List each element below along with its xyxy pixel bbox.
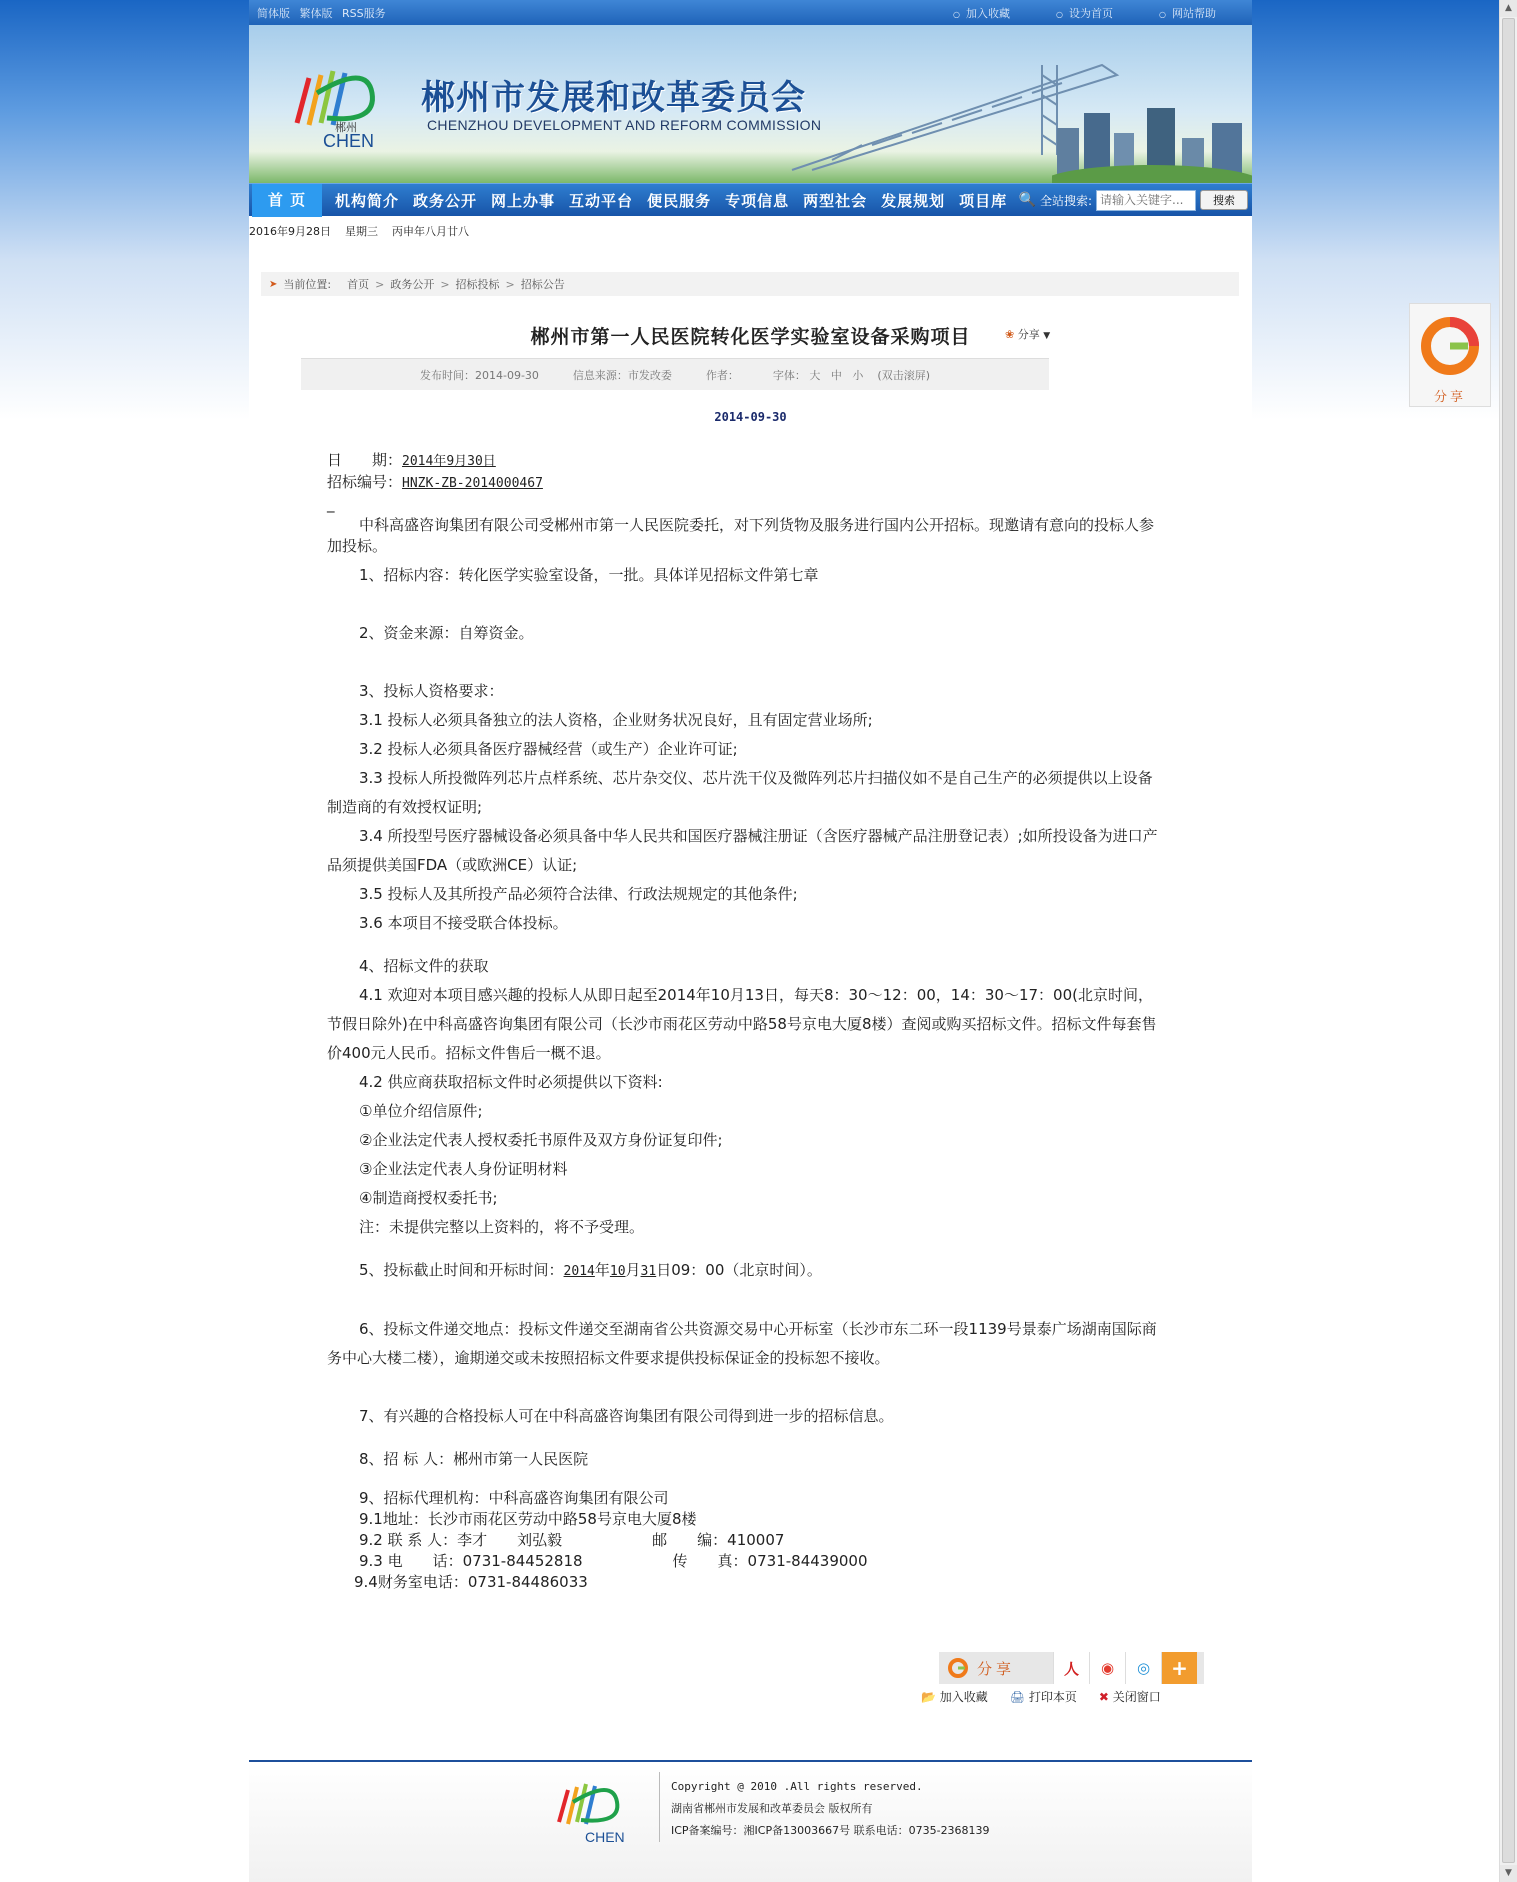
article-meta [301,358,1049,390]
dash-line: _ [327,495,335,513]
footer-text [671,1776,990,1842]
current-weekday: 星期三 [345,225,378,238]
section-8: 8、招 标 人：郴州市第一人民医院 [359,1450,589,1468]
section-5-suffix: 日09：00（北京时间）。 [656,1261,822,1279]
favorite-icon: 📂 [921,1690,936,1704]
page-container [249,0,1252,1882]
share-mini-button[interactable] [1005,326,1050,342]
section-6: 6、投标文件递交地点：投标文件递交至湖南省公共资源交易中心开标室（长沙市东二环一段1139号景泰广场湖南国际商务中心大楼二楼），逾期递交或未按照招标文件要求提供投标保证金的投标恕不接收。 [327,1320,1157,1367]
simplified-link[interactable]: 简体版 [257,6,290,20]
site-logo[interactable] [287,53,397,163]
section-3-4: 3.4 所投型号医疗器械设备必须具备中华人民共和国医疗器械注册证（含医疗器械产品注册登记表）;如所投设备为进口产品须提供美国FDA（或欧洲CE）认证; [327,827,1158,874]
footer-copyright: Copyright @ 2010 .All rights reserved. [671,1780,923,1793]
section-4-2: 4.2 供应商获取招标文件时必须提供以下资料: [359,1073,663,1091]
logo-text-bottom: CHEN [323,131,375,151]
scroll-down-icon[interactable]: ▼ [1500,1865,1517,1882]
search-input[interactable] [1096,190,1196,211]
print-label: 打印本页 [1028,1690,1077,1704]
font-mid-button[interactable]: 中 [830,368,842,382]
article-tools [921,1688,1161,1705]
section-9-4: 9.4财务室电话：0731-84486033 [354,1573,588,1591]
meta-font-size [773,367,930,383]
section-4-2-b: ②企业法定代表人授权委托书原件及双方身份证复印件; [359,1131,723,1149]
breadcrumb [261,272,1239,296]
section-4-2-a: ①单位介绍信原件; [359,1102,483,1120]
breadcrumb-arrow-icon: ➤ [269,278,278,290]
meta-publish-time: 发布时间：2014-09-30 [419,368,539,382]
section-3-6: 3.6 本项目不接受联合体投标。 [359,914,568,932]
auto-scroll-toggle[interactable]: (双击滚屏) [877,368,931,382]
year-suffix: 年 [594,1261,610,1279]
breadcrumb-sep-icon: > [375,277,385,291]
share-small-icon: ❀ [1005,328,1015,341]
section-2: 2、资金来源：自筹资金。 [359,624,534,642]
weibo-icon[interactable]: ◉ [1089,1652,1125,1684]
section-5 [327,1256,1167,1286]
floating-share-button[interactable] [1409,303,1491,407]
search-label: 全站搜索: [1039,193,1092,208]
print-tool[interactable] [1010,1688,1077,1705]
section-3-5: 3.5 投标人及其所投产品必须符合法律、行政法规规定的其他条件; [359,885,798,903]
nav-item-public-service[interactable]: 便民服务 [647,191,712,210]
section-3-1: 3.1 投标人必须具备独立的法人资格，企业财务状况良好，且有固定营业场所; [359,711,873,729]
share-logo-icon [947,1657,969,1679]
lunar-date: 丙申年八月廿八 [392,225,469,238]
floating-share-label: 分享 [1433,390,1466,405]
font-size-label: 字体： [772,368,806,382]
breadcrumb-sep-icon: > [440,277,450,291]
nav-item-home[interactable]: 首 页 [252,184,322,217]
breadcrumb-sep-icon: > [505,277,515,291]
footer-divider [659,1772,660,1842]
site-help-link[interactable]: ○ 网站帮助 [1159,5,1216,21]
breadcrumb-gov-affairs[interactable]: 政务公开 [390,278,435,291]
section-4-2-c: ③企业法定代表人身份证明材料 [359,1160,568,1178]
nav-item-planning[interactable]: 发展规划 [881,191,946,210]
breadcrumb-home[interactable]: 首页 [347,278,370,291]
top-bar [249,0,1252,25]
code-value: HNZK-ZB-2014000467 [402,476,543,491]
chevron-down-icon: ▼ [1043,331,1051,341]
svg-text:CHEN: CHEN [585,1829,625,1845]
font-small-button[interactable]: 小 [852,368,864,382]
favorite-tool[interactable] [921,1688,988,1705]
section-3-3: 3.3 投标人所投微阵列芯片点样系统、芯片杂交仪、芯片洗干仪及微阵列芯片扫描仪如不是自己生产的必须提供以上设备制造商的有效授权证明; [327,769,1153,816]
vertical-scrollbar[interactable] [1499,0,1517,1882]
intro-paragraph: 中科高盛咨询集团有限公司受郴州市第一人民医院委托，对下列货物及服务进行国内公开招标。现邀请有意向的投标人参加投标。 [327,516,1155,555]
nav-item-interaction[interactable]: 互动平台 [569,191,634,210]
article-date: 2014-09-30 [714,410,787,424]
date-value: 2014年9月30日 [402,454,496,469]
deadline-month: 10 [609,1264,626,1279]
current-date: 2016年9月28日 [249,225,331,238]
footer-logo-icon [551,1772,641,1848]
renren-icon[interactable]: 人 [1053,1652,1089,1684]
meta-source: 信息来源：市发改委 [572,368,672,382]
qq-weibo-icon[interactable]: ◎ [1125,1652,1161,1684]
breadcrumb-bidding[interactable]: 招标投标 [455,278,500,291]
more-share-icon[interactable]: + [1161,1652,1197,1684]
breadcrumb-label: 当前位置: [283,278,332,291]
site-search [1019,190,1248,211]
code-label: 招标编号： [327,473,403,491]
section-9-2: 9.2 联 系 人：李才 刘弘毅 邮 编：410007 [359,1531,785,1549]
section-4: 4、招标文件的获取 [359,957,489,975]
site-title: 郴州市发展和改革委员会 [421,78,806,118]
share-mini-label: 分享 [1017,328,1040,341]
nav-item-gov-affairs[interactable]: 政务公开 [413,191,478,210]
share-logo-icon [1420,310,1480,378]
close-icon: ✖ [1098,1690,1109,1704]
date-bar [249,216,1252,243]
section-9-3: 9.3 电 话：0731-84452818 传 真：0731-84439000 [359,1552,868,1570]
traditional-link[interactable]: 繁体版 [299,6,333,20]
section-7: 7、有兴趣的合格投标人可在中科高盛咨询集团有限公司得到进一步的招标信息。 [359,1407,894,1425]
date-label: 日 期： [327,451,403,469]
meta-author: 作者： [705,368,739,382]
nav-item-two-type-society[interactable]: 两型社会 [803,191,868,210]
scroll-up-icon[interactable]: ▲ [1500,0,1517,17]
section-5-prefix: 5、投标截止时间和开标时间： [359,1261,564,1279]
rss-link[interactable]: RSS服务 [342,6,386,20]
month-suffix: 月 [625,1261,641,1279]
search-icon: 🔍 [1018,192,1036,208]
favorite-label: 加入收藏 [939,1690,988,1704]
section-9: 9、招标代理机构：中科高盛咨询集团有限公司 [359,1489,669,1507]
main-nav [249,183,1252,216]
article-title: 郴州市第一人民医院转化医学实验室设备采购项目 [530,326,971,348]
nav-item-special-info[interactable]: 专项信息 [725,191,790,210]
date-line [327,450,1167,472]
footer-icp: ICP备案编号：湘ICP备13003667号 联系电话：0735-2368139 [671,1824,990,1837]
site-subtitle: CHENZHOU DEVELOPMENT AND REFORM COMMISSION [427,117,822,133]
close-label: 关闭窗口 [1112,1690,1161,1704]
buildings-illustration [1052,103,1252,183]
logo-text-top: 郴州 [335,121,357,134]
print-icon: 🖨 [1009,1690,1026,1704]
nav-item-online-service[interactable]: 网上办事 [491,191,556,210]
close-tool[interactable] [1099,1688,1161,1705]
add-favorite-link[interactable]: ○ 加入收藏 [953,5,1010,21]
nav-item-projects[interactable]: 项目库 [959,191,1008,210]
set-homepage-link[interactable]: ○ 设为首页 [1056,5,1113,21]
deadline-day: 31 [640,1264,657,1279]
article-body [327,450,1167,1593]
section-3: 3、投标人资格要求： [359,682,504,700]
share-bar-label[interactable]: 分享 [977,1659,1016,1678]
breadcrumb-announcement[interactable]: 招标公告 [520,278,565,291]
search-button[interactable]: 搜索 [1200,190,1248,210]
share-bar [939,1652,1204,1684]
section-9-1: 9.1地址：长沙市雨花区劳动中路58号京电大厦8楼 [359,1510,697,1528]
deadline-year: 2014 [563,1264,595,1279]
section-4-note: 注：未提供完整以上资料的，将不予受理。 [359,1218,645,1236]
section-4-2-d: ④制造商授权委托书; [359,1189,498,1207]
code-line [327,472,1167,494]
section-4-1: 4.1 欢迎对本项目感兴趣的投标人从即日起至2014年10月13日，每天8：30～12：00，14：30～17：00(北京时间，节假日除外)在中科高盛咨询集团有限公司（长沙市雨花区劳动中路58号京电大厦8楼）查阅或购买招标文件。招标文件每套售价400元人民币。招标文件售后一概不退。 [327,986,1157,1062]
header-banner [249,25,1252,183]
footer [249,1760,1252,1882]
section-1: 1、招标内容：转化医学实验室设备，一批。具体详见招标文件第七章 [359,566,819,584]
nav-item-about[interactable]: 机构简介 [335,191,400,210]
footer-owner: 湖南省郴州市发展和改革委员会 版权所有 [671,1802,873,1815]
font-big-button[interactable]: 大 [809,368,821,382]
scroll-thumb[interactable] [1502,18,1515,1863]
section-3-2: 3.2 投标人必须具备医疗器械经营（或生产）企业许可证; [359,740,738,758]
